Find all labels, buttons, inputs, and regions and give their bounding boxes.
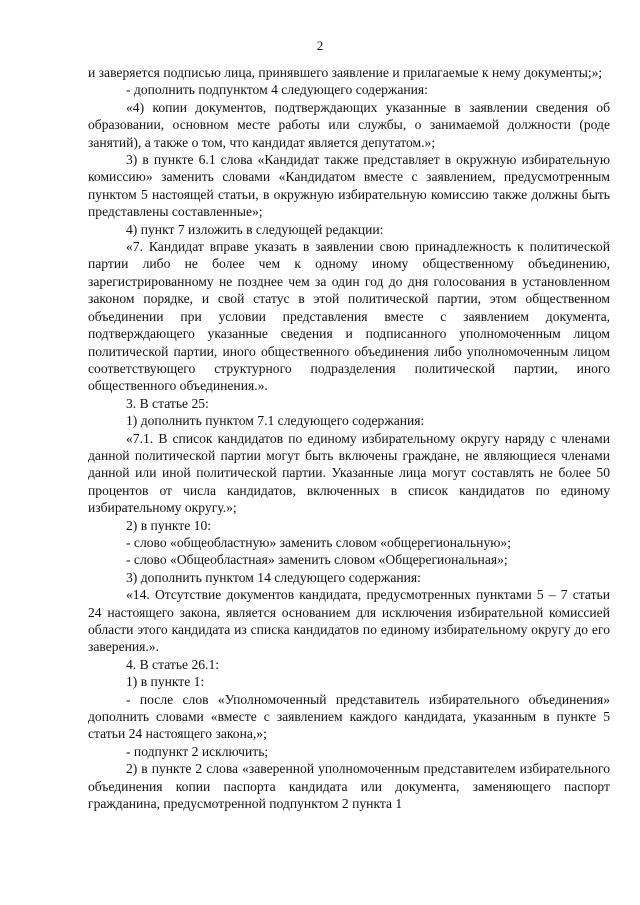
page-number: 2 (316, 38, 324, 53)
paragraph: - слово «Общеобластная» заменить словом «Общерегиональная»; (126, 552, 508, 568)
paragraph: 4) пункт 7 изложить в следующей редакции: (126, 221, 384, 237)
paragraph: «4) копии документов, подтверждающих указанные в заявлении сведения об образовании, основном месте работы или службы, о занимаемой должности (роде занятий), а также о том, что кандидат является депутатом.»; (88, 99, 610, 150)
paragraph: - после слов «Уполномоченный представитель избирательного объединения» дополнить словами «вместе с заявлением каждого кандидата, указанным в пункте 5 статьи 24 настоящего закона,»; (88, 691, 610, 742)
paragraph: 2) в пункте 10: (126, 517, 212, 533)
paragraph: 1) в пункте 1: (126, 674, 205, 690)
paragraph: - подпункт 2 исключить; (126, 743, 269, 759)
document-body (88, 64, 610, 812)
paragraph: - дополнить подпунктом 4 следующего содержания: (126, 82, 428, 98)
paragraph: «14. Отсутствие документов кандидата, предусмотренных пунктами 5 – 7 статьи 24 настоящего закона, является основанием для исключения избирательной комиссией области этого кандидата из списка кандидатов по единому избирательному округу до его заверения.». (88, 587, 610, 655)
paragraph: 3) в пункте 6.1 слова «Кандидат также представляет в окружную избирательную комиссию» заменить словами «Кандидатом вместе с заявлением, предусмотренным пунктом 5 настоящей статьи, в окружную избирательную комиссию также должны быть представлены составленные»; (88, 152, 610, 220)
paragraph: 3. В статье 25: (126, 395, 209, 411)
paragraph: 3) дополнить пунктом 14 следующего содержания: (126, 569, 421, 585)
paragraph: и заверяется подписью лица, принявшего заявление и прилагаемые к нему документы;»; (88, 65, 603, 80)
paragraph: 1) дополнить пунктом 7.1 следующего содержания: (126, 413, 425, 429)
paragraph: «7.1. В список кандидатов по единому избирательному округу наряду с членами данной политической партии могут быть включены граждане, не являющиеся членами данной или иной политической партии. Указанные лица могут составлять не более 50 процентов от числа кандидатов, включенных в список кандидатов по единому избирательному округу.»; (88, 430, 610, 516)
paragraph: 2) в пункте 2 слова «заверенной уполномоченным представителем избирательного объединения копии паспорта кандидата или документа, заменяющего паспорт гражданина, предусмотренной подпунктом 2 пункта 1 (88, 761, 610, 812)
paragraph: - слово «общеобластную» заменить словом «общерегиональную»; (126, 534, 511, 550)
paragraph: 4. В статье 26.1: (126, 656, 220, 672)
paragraph: «7. Кандидат вправе указать в заявлении свою принадлежность к политической партии либо не более чем к одному иному общественному объединению, зарегистрированному не позднее чем за один год до дня голосования в установленном законом порядке, и свой статус в этой политической партии, этом общественном объединении при условии представления вместе с заявлением документа, подтверждающего указанные сведения и подписанного уполномоченным лицом политической партии, иного общественного объединения либо уполномоченным лицом соответствующего структурного подразделения политической партии, иного общественного объединения.». (88, 239, 610, 394)
